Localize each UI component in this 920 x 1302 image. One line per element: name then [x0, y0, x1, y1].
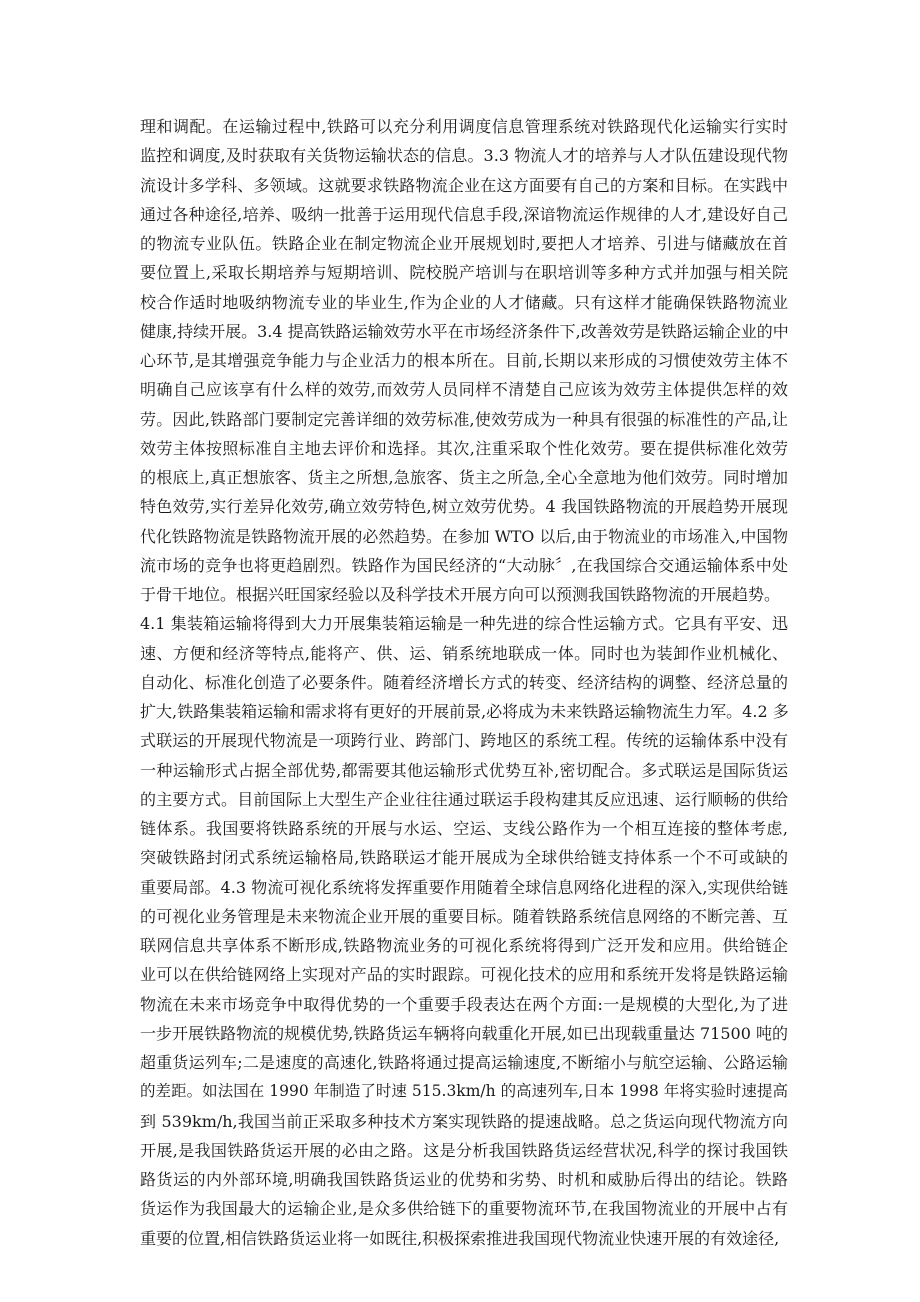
text-line: 效劳主体按照标准自主地去评价和选择。其次,注重采取个性化效劳。要在提供标准化效劳 [140, 438, 788, 458]
text-line: 明确自己应该享有什么样的效劳,而效劳人员同样不清楚自己应该为效劳主体提供怎样的效 [140, 380, 788, 400]
text-line: 代化铁路物流是铁路物流开展的必然趋势。在参加 WTO 以后,由于物流业的市场准入,中国物 [140, 526, 788, 546]
text-line: 特色效劳,实行差异化效劳,确立效劳特色,树立效劳优势。4 我国铁路物流的开展趋势开展现 [140, 497, 788, 517]
text-line: 的物流专业队伍。铁路企业在制定物流企业开展规划时,要把人才培养、引进与储藏放在首 [140, 234, 788, 253]
text-line: 路货运的内外部环境,明确我国铁路货运业的优势和劣势、时机和威胁后得出的结论。铁路 [140, 1170, 788, 1189]
text-line: 扩大,铁路集装箱运输和需求将有更好的开展前景,必将成为未来铁路运输物流生力军。4.2 多 [140, 702, 789, 721]
text-line: 联网信息共享体系不断形成,铁路物流业务的可视化系统将得到广泛开发和应用。供给链企 [140, 936, 788, 955]
text-line: 健康,持续开展。3.4 提高铁路运输效劳水平在市场经济条件下,改善效劳是铁路运输企业的中 [140, 321, 789, 341]
text-line: 的根底上,真正想旅客、货主之所想,急旅客、货主之所急,全心全意地为他们效劳。同时增加 [140, 468, 788, 487]
text-line: 速、方便和经济等特点,能将产、供、运、销系统地联成一体。同时也为装卸作业机械化、 [140, 643, 788, 663]
text-line: 心环节,是其增强竞争能力与企业活力的根本所在。目前,长期以来形成的习惯使效劳主体不 [140, 351, 788, 370]
text-line: 式联运的开展现代物流是一项跨行业、跨部门、跨地区的系统工程。传统的运输体系中没有 [140, 731, 788, 751]
text-line: 通过各种途径,培养、吸纳一批善于运用现代信息手段,深谙物流运作规律的人才,建设好自己 [140, 204, 788, 224]
text-line: 重要的位置,相信铁路货运业将一如既往,积极探索推进我国现代物流业快速开展的有效途径, [140, 1228, 780, 1248]
text-line: 链体系。我国要将铁路系统的开展与水运、空运、支线公路作为一个相互连接的整体考虑, [140, 819, 788, 838]
text-line: 于骨干地位。根据兴旺国家经验以及科学技术开展方向可以预测我国铁路物流的开展趋势。 [140, 585, 781, 604]
text-line: 货运作为我国最大的运输企业,是众多供给链下的重要物流环节,在我国物流业的开展中占有 [140, 1199, 788, 1219]
text-line: 超重货运列车;二是速度的高速化,铁路将通过提高运输速度,不断缩小与航空运输、公路运输 [140, 1053, 788, 1072]
text-line: 的差距。如法国在 1990 年制造了时速 515.3km/h 的高速列车,日本 1998 年将实验时速提高 [140, 1082, 788, 1101]
text-line: 重要局部。4.3 物流可视化系统将发挥重要作用随着全球信息网络化进程的深入,实现供给链 [140, 877, 788, 897]
text-line: 突破铁路封闭式系统运输格局,铁路联运才能开展成为全球供给链支持体系一个不可或缺的 [140, 848, 788, 868]
text-line: 理和调配。在运输过程中,铁路可以充分利用调度信息管理系统对铁路现代化运输实行实时 [140, 117, 788, 136]
text-line: 4.1 集装箱运输将得到大力开展集装箱运输是一种先进的综合性运输方式。它具有平安、迅 [140, 614, 788, 634]
text-line: 校合作适时地吸纳物流专业的毕业生,作为企业的人才储藏。只有这样才能确保铁路物流业 [140, 292, 788, 312]
text-line: 到 539km/h,我国当前正采取多种技术方案实现铁路的提速战略。总之货运向现代物流方向 [140, 1111, 788, 1131]
text-line: 劳。因此,铁路部门要制定完善详细的效劳标准,使效劳成为一种具有很强的标准性的产品,让 [140, 409, 788, 429]
text-line: 物流在未来市场竞争中取得优势的一个重要手段表达在两个方面:一是规模的大型化,为了进 [140, 994, 788, 1014]
text-line: 一步开展铁路物流的规模优势,铁路货运车辆将向载重化开展,如已出现载重量达 71500 吨的 [140, 1023, 788, 1043]
text-line: 自动化、标准化创造了必要条件。随着经济增长方式的转变、经济结构的调整、经济总量的 [140, 672, 788, 692]
text-line: 流设计多学科、多领域。这就要求铁路物流企业在这方面要有自己的方案和目标。在实践中 [140, 175, 788, 195]
body-text [140, 112, 788, 1253]
text-line: 开展,是我国铁路货运开展的必由之路。这是分析我国铁路货运经营状况,科学的探讨我国铁 [140, 1140, 788, 1160]
text-line: 业可以在供给链网络上实现对产品的实时跟踪。可视化技术的应用和系统开发将是铁路运输 [140, 965, 788, 985]
text-line: 监控和调度,及时获取有关货物运输状态的信息。3.3 物流人才的培养与人才队伍建设现代物 [140, 146, 788, 166]
text-line: 要位置上,采取长期培养与短期培训、院校脱产培训与在职培训等多种方式并加强与相关院 [140, 263, 788, 283]
text-line: 的可视化业务管理是未来物流企业开展的重要目标。随着铁路系统信息网络的不断完善、互 [140, 906, 788, 926]
text-line: 流市场的竞争也将更趋剧烈。铁路作为国民经济的“大动脉〞,在我国综合交通运输体系中处 [140, 555, 788, 575]
text-line: 一种运输形式占据全部优势,都需要其他运输形式优势互补,密切配合。多式联运是国际货运 [140, 760, 788, 780]
text-line: 的主要方式。目前国际上大型生产企业往往通过联运手段构建其反应迅速、运行顺畅的供给 [140, 789, 788, 809]
